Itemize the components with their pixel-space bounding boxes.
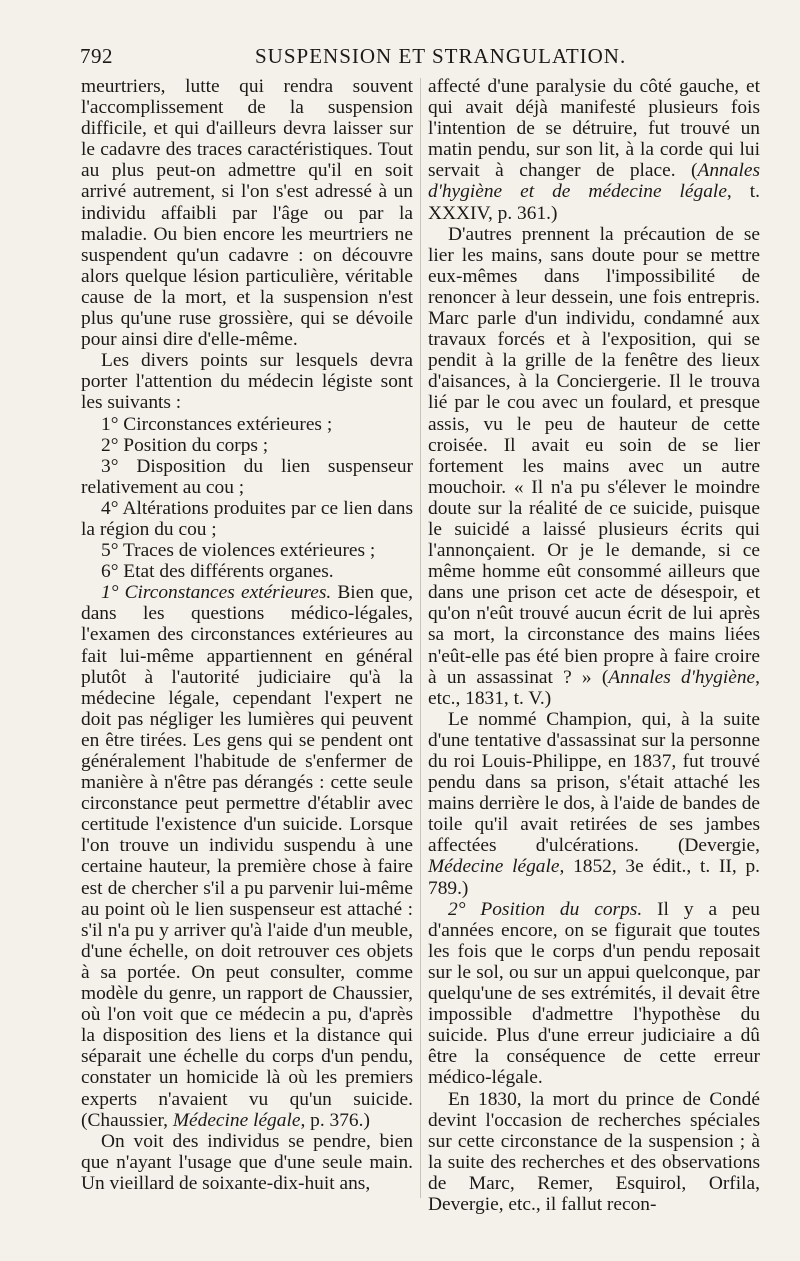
paragraph: On voit des individus se pendre, bien que n'ayant l'usage que d'une seule main. Un vieillard de soixante-dix-huit ans, xyxy=(81,1130,413,1194)
citation-title: Annales d'hygiène et de médecine légale xyxy=(428,160,760,203)
list-item: 2° Position du corps ; xyxy=(101,434,269,456)
running-title: SUSPENSION ET STRANGULATION. xyxy=(255,44,627,68)
paragraph xyxy=(428,899,760,1089)
page-header xyxy=(80,42,770,72)
column-divider xyxy=(420,78,421,1198)
list-item: 3° Disposition du lien suspenseur relativement au cou ; xyxy=(81,455,413,498)
list-item: 6° Etat des différents organes. xyxy=(101,561,334,583)
paragraph-text: Bien que, dans les questions médico-légales, l'examen des circonstances extérieures au fait lui-même appartiennent en général plutôt à l'autorité judiciaire qu'à la médecine légale, cependant l'expert ne doit pas négliger les lumières qui peuvent en être tirées. Les gens qui se pendent ont généralement l'habitude de s'enfermer de manière à n'être pas dérangés : cette seule circonstance peut permettre d'établir avec certitude l'existence d'un suicide. Lorsque l'on trouve un individu suspendu à une certaine hauteur, la première chose à faire est de chercher s'il a pu parvenir lui-même au point où le lien suspenseur est attaché : s'il n'a pu y arriver qu'à l'aide d'un meuble, d'une échelle, on doit retrouver ces objets à sa portée. On peut consulter, comme modèle du genre, un rapport de Chaussier, où l'on voit que ce médecin a pu, d'après la disposition des liens et la distance qui séparait une échelle du corps d'un pendu, constater un homicide là où les premiers experts n'avaient vu qu'un suicide. (Chaussier, xyxy=(81,582,413,1131)
citation-title: Annales d'hygiène xyxy=(608,666,756,688)
paragraph-text: Il y a peu d'années encore, on se figurait que toutes les fois que le corps d'un pendu reposait sur le sol, ou sur un appui quelconque, par quelqu'une de ses extrémités, il devait être impossible d'admettre l'hypothèse du suicide. Plus d'une erreur judiciaire a dû être la conséquence de cette erreur médico-légale. xyxy=(428,898,760,1089)
citation-ref: , 1852, 3e édit., t. II, p. 789.) xyxy=(428,856,760,899)
paragraph xyxy=(428,224,760,709)
citation-ref: , p. 376.) xyxy=(300,1109,370,1131)
citation-ref: , etc., 1831, t. V.) xyxy=(428,666,760,709)
section-heading: 2° Position du corps. xyxy=(448,898,643,920)
paragraph-text: affecté d'une paralysie du côté gauche, et qui avait déjà manifesté plusieurs fois l'intention de se détruire, fut trouvé un matin pendu, sur son lit, à la corde qui lui servait à changer de place. ( xyxy=(428,76,760,182)
citation-ref: , t. XXXIV, p. 361.) xyxy=(428,181,760,224)
list-item: 4° Altérations produites par ce lien dans la région du cou ; xyxy=(81,497,413,540)
section-heading: 1° Circonstances extérieures. xyxy=(101,582,332,604)
page-number: 792 xyxy=(80,44,113,68)
right-column xyxy=(428,76,760,1215)
list-item: 1° Circonstances extérieures ; xyxy=(101,413,333,435)
paragraph xyxy=(81,582,413,1130)
paragraph: meurtriers, lutte qui rendra souvent l'accomplissement de la suspension difficile, et qui d'ailleurs devra laisser sur le cadavre des traces caractéristiques. Tout au plus peut-on admettre qu'il en soit arrivé autrement, si l'on s'est adressé à un individu affaibli par l'âge ou par la maladie. Ou bien encore les meurtriers ne suspendent qu'un cadavre : on découvre alors quelque lésion particulière, véritable cause de la mort, et la suspension n'est plus qu'une ruse grossière, qui se dévoile pour ainsi dire d'elle-même. xyxy=(81,76,413,351)
paragraph: Les divers points sur lesquels devra porter l'attention du médecin légiste sont les suivants : xyxy=(81,350,413,414)
paragraph xyxy=(428,709,760,899)
citation-title: Médecine légale xyxy=(428,856,560,878)
left-column xyxy=(81,76,413,1194)
paragraph xyxy=(428,76,760,224)
list-item: 5° Traces de violences extérieures ; xyxy=(101,540,376,562)
paragraph-text: D'autres prennent la précaution de se lier les mains, sans doute pour se mettre eux-mêmes dans l'impossibilité de renoncer à leur dessein, une fois entrepris. Marc parle d'un individu, condamné aux travaux forcés et à l'exposition, qui se pendit à la grille de la fenêtre des lieux d'aisances, à la Conciergerie. Il le trouva lié par le cou avec un foulard, et presque assis, vu le peu de hauteur de cette croisée. Il avait eu soin de se lier fortement les mains avec un autre mouchoir. « Il n'a pu s'élever le moindre doute sur la réalité de ce suicide, puisque le suicidé a laissé plusieurs écrits qui l'annonçaient. Or je le demande, si ce même homme eût consommé ailleurs que dans une prison cet acte de désespoir, et qu'on n'eût trouvé aucun écrit de lui après sa mort, la circonstance des mains liées n'eût-elle pas été bien propre à faire croire à un assassinat ? » ( xyxy=(428,223,760,688)
citation-title: Médecine légale xyxy=(172,1109,301,1131)
paragraph: En 1830, la mort du prince de Condé devint l'occasion de recherches spéciales sur cette circonstance de la suspension ; à la suite des recherches et des observations de Marc, Remer, Esquirol, Orfila, Devergie, etc., il fallut recon- xyxy=(428,1088,760,1215)
paragraph-text: Le nommé Champion, qui, à la suite d'une tentative d'assassinat sur la personne du roi Louis-Philippe, en 1837, fut trouvé pendu dans sa prison, s'était attaché les mains derrière le dos, à l'aide de bandes de toile qu'il avait retirées de ses jambes affectées d'ulcérations. (Devergie, xyxy=(428,708,760,857)
